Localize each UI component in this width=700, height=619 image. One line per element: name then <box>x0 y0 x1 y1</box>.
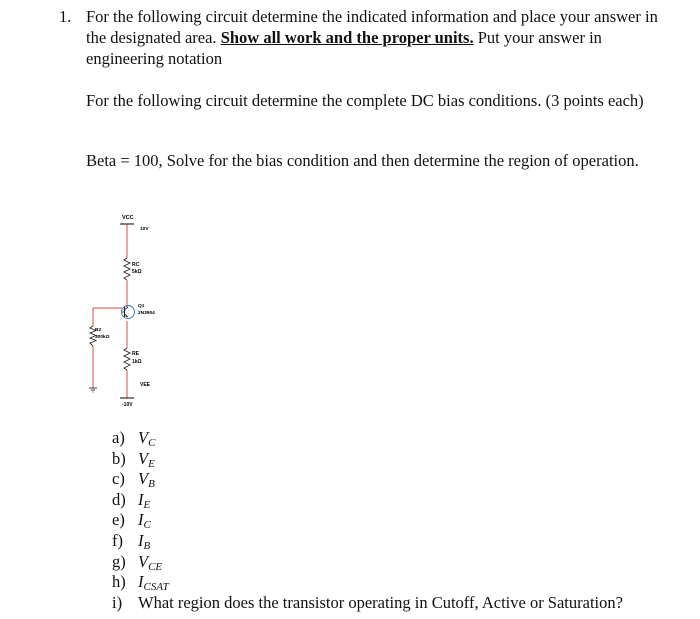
circuit-diagram <box>80 208 170 413</box>
answer-item-b <box>112 449 623 470</box>
answer-label: b) <box>112 448 126 468</box>
answer-item-i <box>112 593 623 614</box>
variable-icsat: $I_{CSAT}$ <box>138 572 169 594</box>
intro-bold-text: Show all work and the proper units. <box>220 28 474 47</box>
answer-item-g <box>112 552 623 573</box>
answer-item-d <box>112 490 623 511</box>
variable-ve: $V_E$ <box>138 448 155 470</box>
answer-label: h) <box>112 572 126 592</box>
vcc-label: VCC <box>122 215 134 221</box>
answer-label: c) <box>112 469 125 489</box>
ground-symbol <box>89 388 97 392</box>
variable-ie: $I_E$ <box>138 489 151 511</box>
variable-ib: $I_B$ <box>138 530 151 552</box>
answer-item-h <box>112 572 623 593</box>
answer-item-a <box>112 428 623 449</box>
answer-label: e) <box>112 510 125 530</box>
r2-value: 300kΩ <box>95 335 110 340</box>
question-beta-line: Beta = 100, Solve for the bias condition and then determine the region of operation. <box>86 151 639 170</box>
answer-list <box>112 428 623 613</box>
vee-label: VEE <box>140 382 151 388</box>
r2-label: R2 <box>95 328 102 333</box>
question-number: 1. <box>59 7 72 26</box>
answer-label: g) <box>112 551 126 571</box>
vee-value: -10V <box>122 402 133 408</box>
answer-label: i) <box>112 592 123 612</box>
rc-resistor <box>124 258 130 280</box>
variable-vc: $V_C$ <box>138 428 156 449</box>
re-resistor <box>124 348 130 370</box>
answer-item-c <box>112 469 623 490</box>
rc-label: RC <box>132 262 140 268</box>
variable-vce: $V_{CE}$ <box>138 551 163 573</box>
answer-label: d) <box>112 489 126 509</box>
region-question: What region does the transistor operating in Cutoff, Active or Saturation? <box>138 592 623 612</box>
transistor-q1 <box>122 306 135 319</box>
question-intro <box>86 6 666 69</box>
question-instruction: For the following circuit determine the complete DC bias conditions. (3 points each) <box>86 91 644 110</box>
vcc-value: 10V <box>140 227 149 232</box>
answer-label: a) <box>112 428 125 447</box>
answer-item-e <box>112 510 623 531</box>
variable-vb: $V_B$ <box>138 469 155 491</box>
q1-part: 2N3904 <box>138 311 155 316</box>
intro-text-2: Put your answer in engineering notation <box>86 28 602 68</box>
answer-item-f <box>112 531 623 552</box>
variable-ic: $I_C$ <box>138 510 151 532</box>
re-label: RE <box>132 351 139 357</box>
intro-text-1: For the following circuit determine the indicated information and place your answer in the designated area. <box>86 7 658 47</box>
answer-label: f) <box>112 530 123 550</box>
q1-label: Q1 <box>138 304 145 309</box>
rc-value: 5kΩ <box>132 269 142 275</box>
re-value: 1kΩ <box>132 359 142 365</box>
